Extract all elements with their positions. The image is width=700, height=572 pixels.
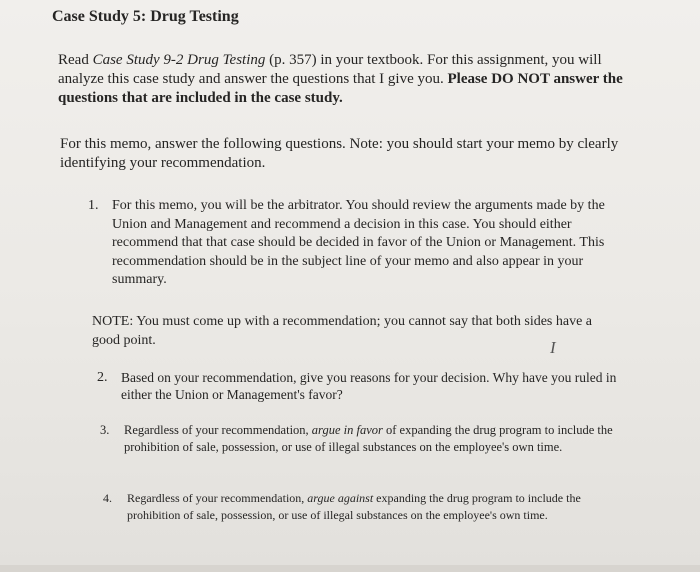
item-number: 1. bbox=[88, 198, 99, 213]
page-title: Case Study 5: Drug Testing bbox=[52, 8, 239, 25]
item-number: 3. bbox=[100, 423, 110, 437]
intro-paragraph bbox=[58, 51, 636, 108]
intro-text-middle: (p. 357) in your textbook. For this assignment, you will analyze this case study and answer the questions that I give you. bbox=[58, 52, 602, 87]
item-text-end: expanding the drug program to include the prohibition of sale, possession, or use of illegal substances on the employee's own time. bbox=[127, 491, 581, 522]
note-paragraph: NOTE: You must come up with a recommendation; you cannot say that both sides have a good point. bbox=[92, 314, 593, 348]
item-number: 4. bbox=[103, 491, 112, 505]
memo-instructions: For this memo, answer the following questions. Note: you should start your memo by clearly identifying your recommendation. bbox=[60, 136, 619, 171]
item-emphasis: argue against bbox=[307, 491, 374, 505]
item-text-start: Regardless of your recommendation, bbox=[124, 423, 312, 437]
item-text bbox=[124, 422, 614, 456]
item-text-start: Regardless of your recommendation, bbox=[127, 491, 308, 505]
item-text bbox=[127, 490, 617, 523]
item-text: For this memo, you will be the arbitrator. You should review the arguments made by the Union and Management and recommend a decision in this case. You should either recommend that that case should be decided in favor of the Union or Management. This recommendation should be in the subject line of your memo and also appear in your summary. bbox=[112, 198, 605, 287]
item-text-end: of expanding the drug program to include the prohibition of sale, possession, or use of illegal substances on the employee's own time. bbox=[124, 423, 613, 454]
page-bottom-edge bbox=[0, 565, 700, 572]
item-number: 2. bbox=[97, 370, 108, 385]
intro-text-start: Read bbox=[58, 52, 93, 68]
intro-warning: Please DO NOT answer the questions that are included in the case study. bbox=[58, 71, 623, 106]
case-study-reference: Case Study 9-2 Drug Testing bbox=[92, 52, 266, 68]
item-emphasis: argue in favor bbox=[311, 423, 383, 437]
item-text: Based on your recommendation, give you reasons for your decision. Why have you ruled in either the Union or Management's favor? bbox=[121, 370, 617, 402]
text-cursor-icon: I bbox=[550, 338, 556, 357]
